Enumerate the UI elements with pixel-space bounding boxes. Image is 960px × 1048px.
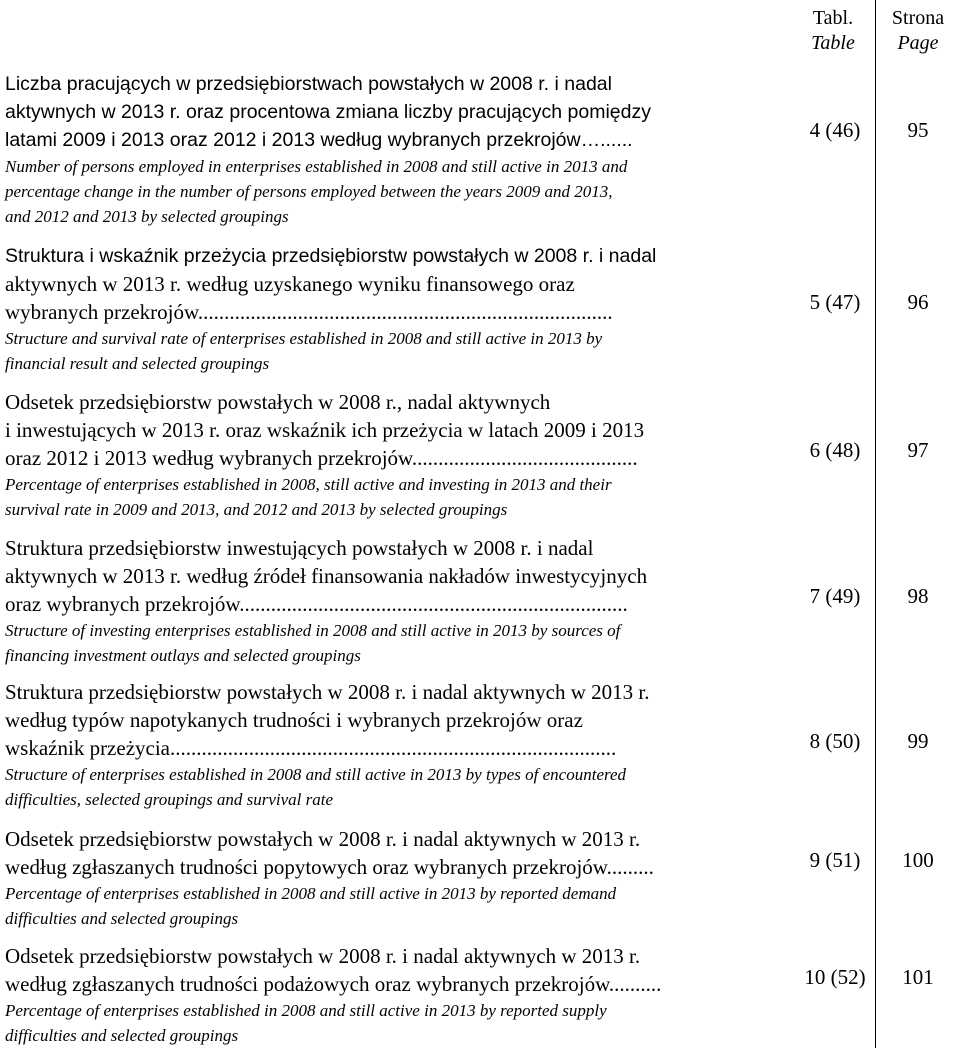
entry-table-number: 6 (48) (809, 438, 861, 462)
entry-table-number: 10 (52) (804, 965, 866, 989)
entry-title-pl-line: wybranych przekrojów............................................................................... (5, 300, 613, 324)
entry-title-en-line: Structure of investing enterprises established in 2008 and still active in 2013 by sources of (5, 621, 621, 640)
entry-title-pl-line: Struktura przedsiębiorstw inwestujących powstałych w 2008 r. i nadal (5, 536, 594, 560)
entry-title-pl-line: Struktura i wskaźnik przeżycia przedsiębiorstw powstałych w 2008 r. i nadal (5, 245, 657, 267)
entry-title-en-line: Number of persons employed in enterprises established in 2008 and still active in 2013 and (5, 157, 628, 176)
entry-title-pl-line: Struktura przedsiębiorstw powstałych w 2008 r. i nadal aktywnych w 2013 r. (5, 680, 650, 704)
toc-entry[interactable] (5, 534, 800, 668)
entry-title-pl-line: Odsetek przedsiębiorstw powstałych w 2008 r. i nadal aktywnych w 2013 r. (5, 827, 641, 851)
entry-title-en-line: Percentage of enterprises established in 2008 and still active in 2013 by reported supply (5, 1001, 607, 1020)
entry-title-pl-line: i inwestujących w 2013 r. oraz wskaźnik ich przeżycia w latach 2009 i 2013 (5, 418, 645, 442)
entry-title-en-line: financial result and selected groupings (5, 354, 270, 373)
toc-entry[interactable] (5, 942, 800, 1048)
entry-title-en-line: Percentage of enterprises established in 2008, still active and investing in 2013 and their (5, 475, 612, 494)
toc-entry[interactable] (5, 678, 800, 812)
column-header-table-pl: Tabl. (812, 7, 854, 29)
entry-title-en-line: survival rate in 2009 and 2013, and 2012 and 2013 by selected groupings (5, 500, 508, 519)
entry-table-number: 5 (47) (809, 290, 861, 314)
entry-title-pl-line: wskaźnik przeżycia..................................................................................... (5, 736, 617, 760)
entry-title-pl-line: oraz wybranych przekrojów.......................................................................... (5, 592, 628, 616)
entry-title-en-line: difficulties and selected groupings (5, 1026, 239, 1045)
entry-title-pl-line: według zgłaszanych trudności podażowych oraz wybranych przekrojów.......... (5, 972, 662, 996)
entry-title-en-line: Percentage of enterprises established in 2008 and still active in 2013 by reported demand (5, 884, 617, 903)
toc-entry[interactable] (5, 825, 800, 931)
entry-title-en-line: Structure of enterprises established in 2008 and still active in 2013 by types of encountered (5, 765, 627, 784)
entry-title-en-line: percentage change in the number of persons employed between the years 2009 and 2013, (5, 182, 613, 201)
entry-page-number[interactable]: 100 (902, 848, 934, 872)
column-header-table (796, 6, 870, 56)
column-divider (875, 0, 876, 1048)
toc-entry[interactable] (5, 388, 800, 522)
entry-page-number[interactable]: 98 (907, 584, 929, 608)
entry-title-pl-line: aktywnych w 2013 r. według uzyskanego wyniku finansowego oraz (5, 272, 575, 296)
entry-table-number: 4 (46) (809, 118, 861, 142)
entry-title-pl-line: oraz 2012 i 2013 według wybranych przekrojów........................................... (5, 446, 638, 470)
entry-table-number: 7 (49) (809, 584, 861, 608)
column-header-page-en: Page (897, 32, 939, 54)
entry-page-number[interactable]: 95 (907, 118, 929, 142)
entry-page-number[interactable]: 101 (902, 965, 934, 989)
entry-title-pl-line: Liczba pracujących w przedsiębiorstwach powstałych w 2008 r. i nadal (5, 73, 612, 95)
entry-table-number: 8 (50) (809, 729, 861, 753)
entry-title-pl-line: aktywnych w 2013 r. oraz procentowa zmiana liczby pracujących pomiędzy (5, 101, 651, 123)
entry-page-number[interactable]: 99 (907, 729, 929, 753)
column-header-page-pl: Strona (891, 7, 945, 29)
toc-entry[interactable] (5, 70, 800, 229)
entry-title-pl-line: Odsetek przedsiębiorstw powstałych w 2008 r., nadal aktywnych (5, 390, 551, 414)
toc-entry[interactable] (5, 242, 800, 376)
entry-title-en-line: difficulties, selected groupings and survival rate (5, 790, 333, 809)
entry-title-pl-line: według zgłaszanych trudności popytowych oraz wybranych przekrojów......... (5, 855, 654, 879)
entry-title-en-line: financing investment outlays and selected groupings (5, 646, 361, 665)
entry-title-en-line: Structure and survival rate of enterprises established in 2008 and still active in 2013 by (5, 329, 603, 348)
entry-title-pl-line: Odsetek przedsiębiorstw powstałych w 2008 r. i nadal aktywnych w 2013 r. (5, 944, 641, 968)
entry-title-pl-line: latami 2009 i 2013 oraz 2012 i 2013 według wybranych przekrojów…...... (5, 129, 633, 151)
column-header-page (876, 6, 960, 56)
entry-title-en-line: and 2012 and 2013 by selected groupings (5, 207, 289, 226)
entry-page-number[interactable]: 97 (907, 438, 929, 462)
entry-page-number[interactable]: 96 (907, 290, 929, 314)
entry-table-number: 9 (51) (809, 848, 861, 872)
entry-title-pl-line: aktywnych w 2013 r. według źródeł finansowania nakładów inwestycyjnych (5, 564, 648, 588)
entry-title-en-line: difficulties and selected groupings (5, 909, 239, 928)
entry-title-pl-line: według typów napotykanych trudności i wybranych przekrojów oraz (5, 708, 583, 732)
column-header-table-en: Table (811, 32, 855, 54)
